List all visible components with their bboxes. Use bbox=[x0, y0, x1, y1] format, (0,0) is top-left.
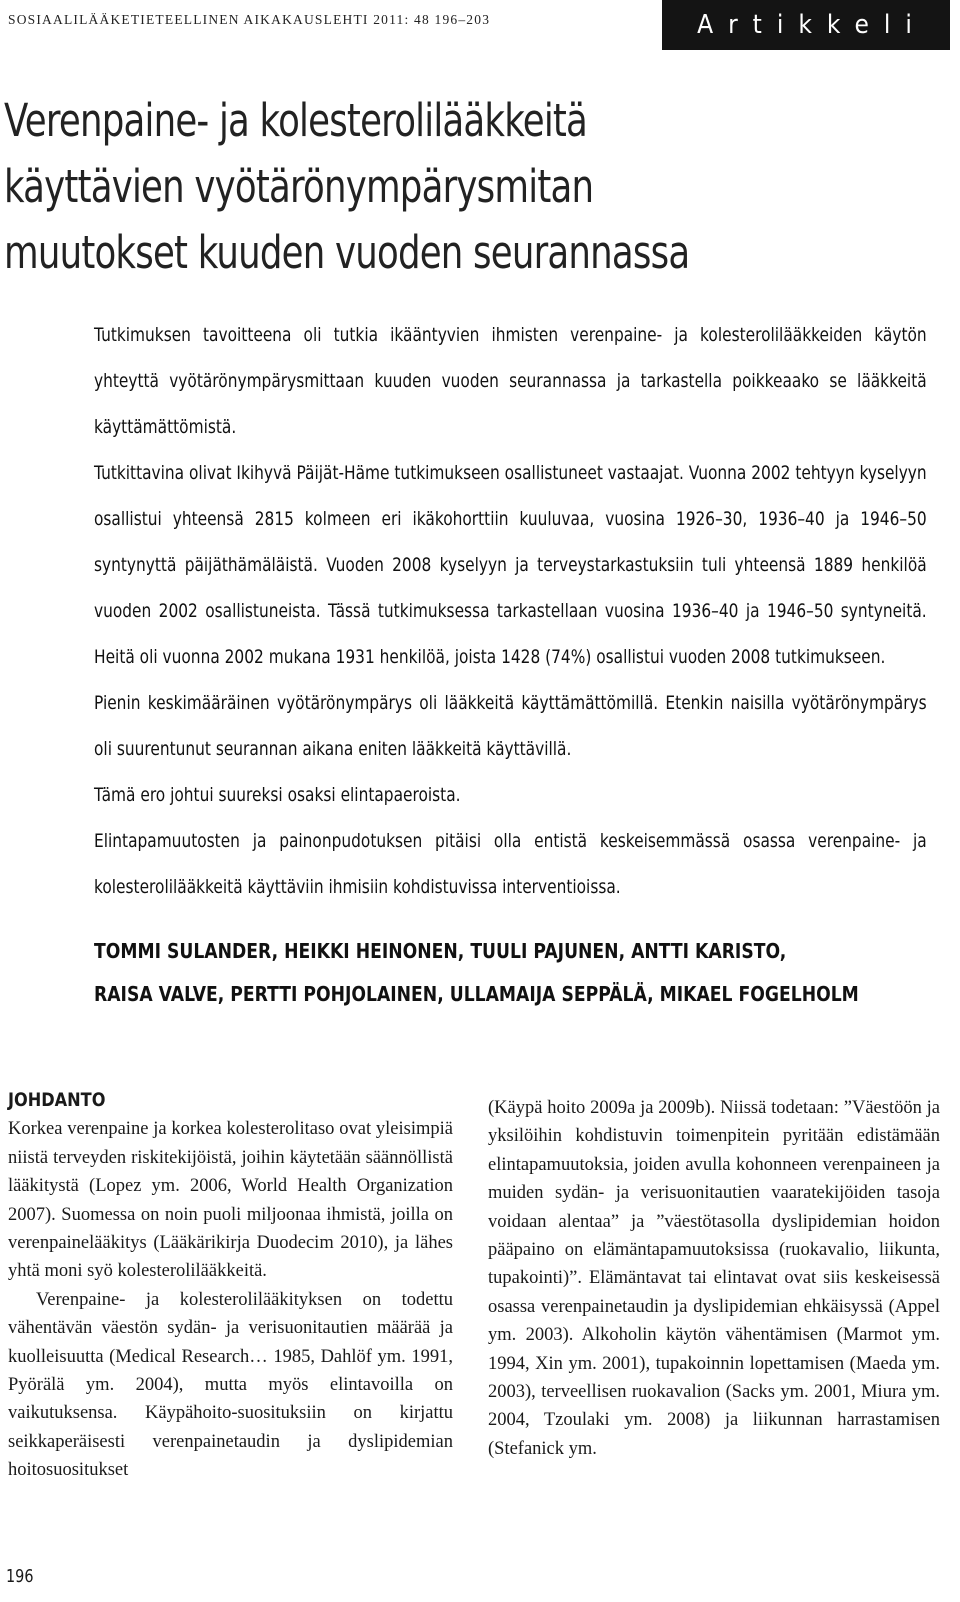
abstract-paragraph: Tutkimuksen tavoitteena oli tutkia ikääntyvien ihmisten verenpaine- ja kolesterolilääkkeiden käytön yhteyttä vyötärönympärysmittaan kuuden vuoden seurannassa ja tarkastella poikkeaako se lääkkeitä käyttämättömistä. bbox=[94, 324, 927, 438]
page-number: 196 bbox=[6, 1566, 34, 1587]
author-list bbox=[94, 930, 954, 1016]
body-column-left bbox=[8, 1085, 453, 1485]
body-paragraph: Verenpaine- ja kolesterolilääkityksen on todettu vähentävän väestön sydän- ja verisuonitautien määrää ja kuolleisuutta (Medical Research… 1985, Dahlöf ym. 1991, Pyörälä ym. 2004), mutta myös elintavoilla on vaikutuksensa. Käypähoito-suosituksiin on kirjattu seikkaperäisesti verenpainetaudin ja dyslipidemian hoitosuositukset bbox=[8, 1289, 453, 1481]
journal-header: SOSIAALILÄÄKETIETEELLINEN AIKAKAUSLEHTI 2011: 48 196–203 bbox=[8, 12, 491, 27]
abstract bbox=[94, 312, 927, 910]
body-paragraph: (Käypä hoito 2009a ja 2009b). Niissä todetaan: ”Väestöön ja yksilöihin kohdistuvin toimenpitein pyritään edistämään elintapamuutoksia, joiden avulla kohonneen verenpaineen ja muiden sydän- ja verisuonitautien vaaratekijöiden tasoja voidaan alentaa” ja ”väestötasolla dyslipidemian hoidon pääpaino on elämäntapamuutoksissa (ruokavalio, liikunta, tupakointi)”. Elämäntavat tai elintavat ovat siis keskeisessä osassa verenpainetaudin ja dyslipidemian ehkäisyssä (Appel ym. 2003). Alkoholin käytön vähentämisen (Marmot ym. 1994, Xin ym. 2001), tupakoinnin lopettamisen (Maeda ym. 2003), terveellisen ruokavalion (Sacks ym. 2001, Miura ym. 2004, Tzoulaki ym. 2008) ja liikunnan harrastamisen (Stefanick ym. bbox=[488, 1098, 940, 1459]
section-heading: JOHDANTO bbox=[8, 1089, 106, 1111]
body-column-right bbox=[488, 1094, 940, 1463]
abstract-paragraph: Tämä ero johtui suureksi osaksi elintapaeroista. bbox=[94, 784, 461, 806]
body-paragraph: Korkea verenpaine ja korkea kolesterolitaso ovat yleisimpiä niistä terveyden riskitekijöistä, joihin käytetään säännöllistä lääkitystä (Lopez ym. 2006, World Health Organization 2007). Suomessa on noin puoli miljoonaa ihmistä, joilla on verenpainelääkitys (Lääkärikirja Duodecim 2010), ja lähes yhtä moni syö kolesterolilääkkeitä. bbox=[8, 1119, 453, 1282]
abstract-paragraph: Elintapamuutosten ja painonpudotuksen pitäisi olla entistä keskeisemmässä osassa verenpaine- ja kolesterolilääkkeitä käyttäviin ihmisiin kohdistuvissa interventioissa. bbox=[94, 830, 927, 898]
article-title: Verenpaine- ja kolesterolilääkkeitä käyttävien vyötärönympärysmitan muutokset kuuden vuoden seurannassa bbox=[4, 94, 690, 279]
abstract-paragraph: Pienin keskimääräinen vyötärönympärys oli lääkkeitä käyttämättömillä. Etenkin naisilla vyötärönympärys oli suurentunut seurannan aikana eniten lääkkeitä käyttävillä. bbox=[94, 692, 927, 760]
article-section-tag: Artikkeli bbox=[662, 0, 950, 50]
abstract-paragraph: Tutkittavina olivat Ikihyvä Päijät-Häme tutkimukseen osallistuneet vastaajat. Vuonna 2002 tehtyyn kyselyyn osallistui yhteensä 2815 kolmeen eri ikäkohorttiin kuuluvaa, vuosina 1926–30, 1936–40 ja 1946–50 syntynyttä päijäthämäläistä. Vuoden 2008 kyselyyn ja terveystarkastuksiin tuli yhteensä 1889 henkilöä vuoden 2002 osallistuneista. Tässä tutkimuksessa tarkastellaan vuosina 1936–40 ja 1946–50 syntyneitä. Heitä oli vuonna 2002 mukana 1931 henkilöä, joista 1428 (74%) osallistui vuoden 2008 tutkimukseen. bbox=[94, 462, 927, 668]
author-line: RAISA VALVE, PERTTI POHJOLAINEN, ULLAMAIJA SEPPÄLÄ, MIKAEL FOGELHOLM bbox=[94, 982, 859, 1006]
author-line: TOMMI SULANDER, HEIKKI HEINONEN, TUULI PAJUNEN, ANTTI KARISTO, bbox=[94, 939, 787, 963]
